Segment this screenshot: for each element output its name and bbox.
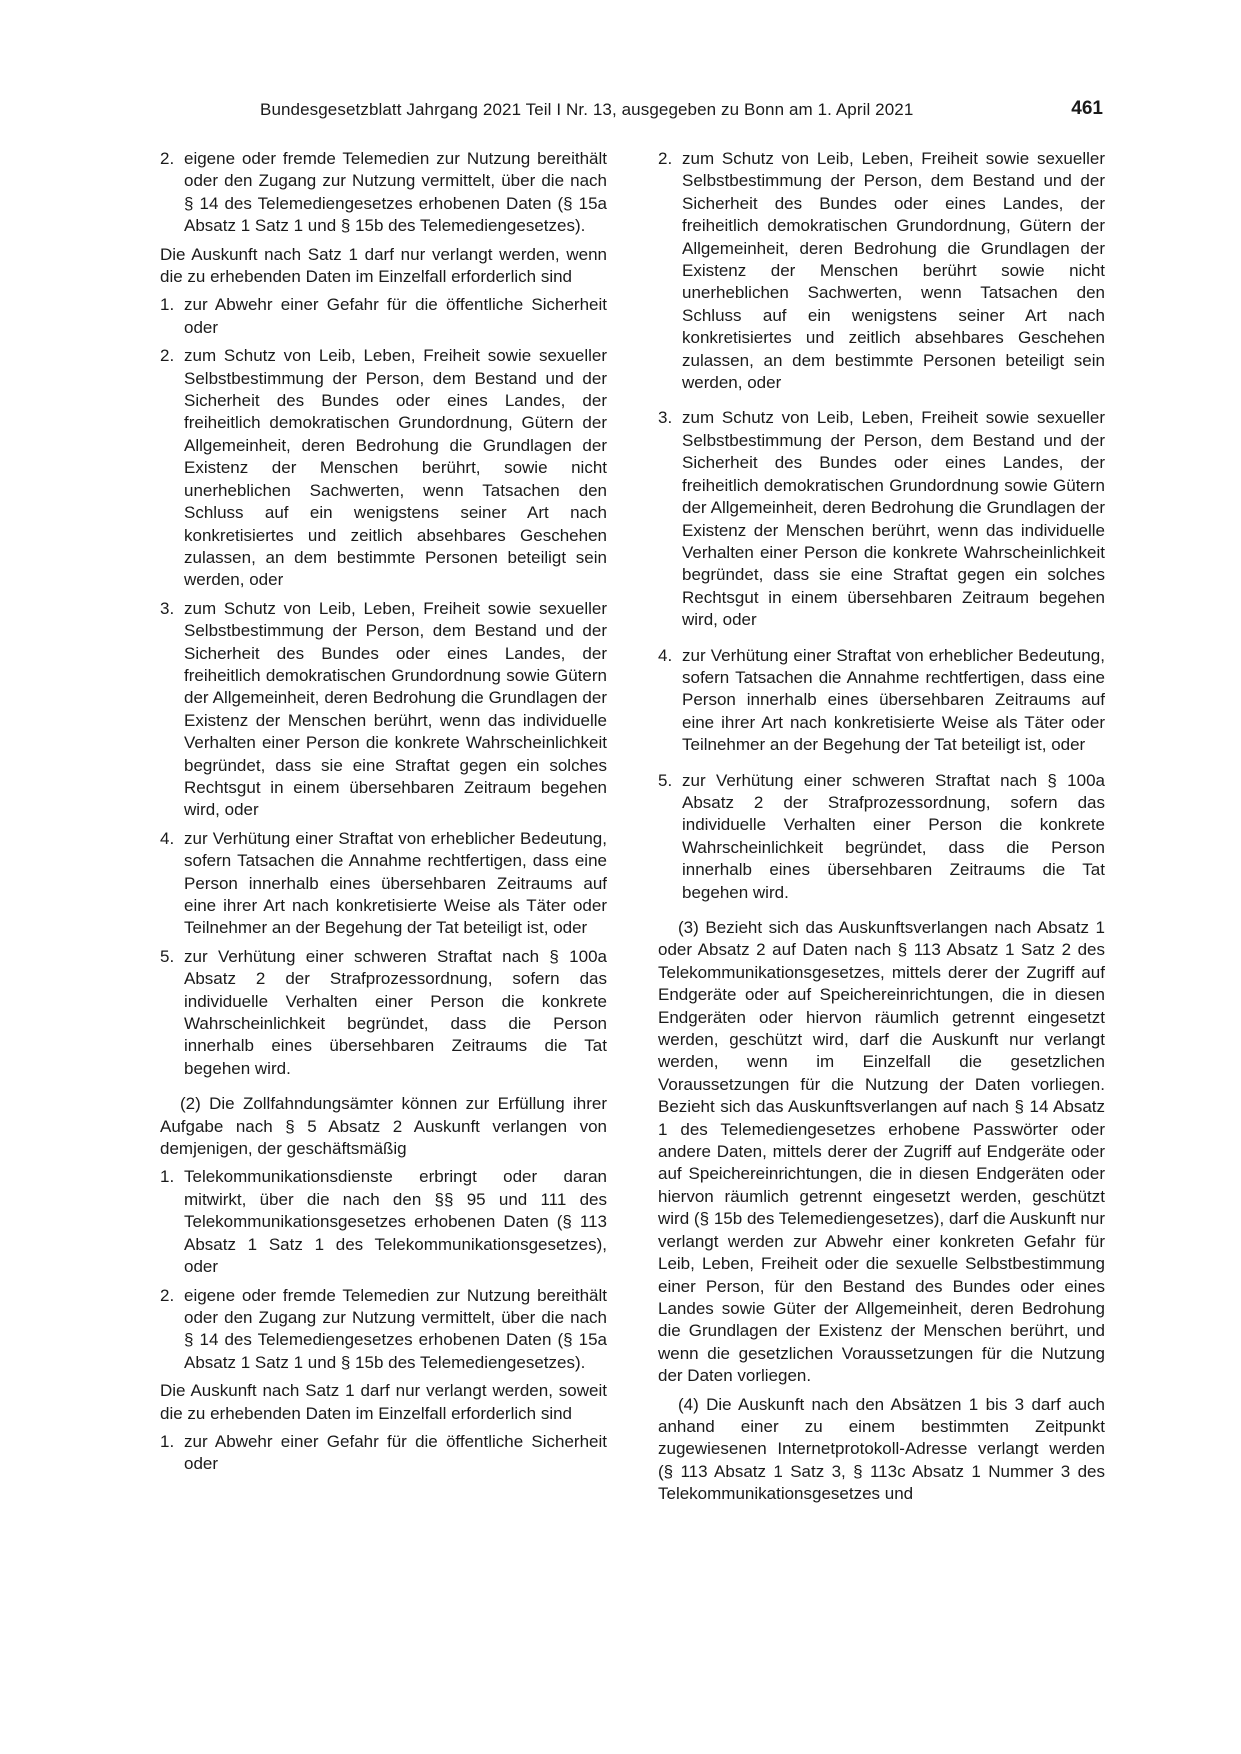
list-text: zum Schutz von Leib, Leben, Freiheit sowie sexueller Selbstbestimmung der Person, dem Bestand und der Sicherheit des Bundes oder eines Landes, der freiheitlich demokratischen Grundordnung, Gütern der Allgemeinheit, deren Bedrohung die Grundlagen der Existenz der Menschen berührt, sowie nicht unerheblichen Sachwerten, wenn Tatsachen den Schluss auf ein wenigstens seiner Art nach konkretisiertes und zeitlich absehbares Geschehen zulassen, an dem bestimmte Personen beteiligt sein werden, oder: [184, 346, 607, 590]
list-number: 2.: [160, 149, 175, 168]
list-number: 1.: [160, 295, 175, 315]
list-number: 4.: [658, 645, 673, 665]
section-paragraph: (3) Bezieht sich das Auskunftsverlangen nach Absatz 1 oder Absatz 2 auf Daten nach § 113 Absatz 1 Satz 2 des Telekommunikationsgesetzes, mittels derer der Zugriff auf Endgeräte oder auf Speichereinrichtungen, die in diesen Endgeräten oder hiervon räumlich getrennt eingesetzt werden, geschützt wird, darf die Auskunft nur verlangt werden, wenn im Einzelfall die gesetzlichen Voraussetzungen für die Nutzung der Daten vorliegen. Bezieht sich das Auskunftsverlangen auf nach § 14 Absatz 1 des Telemediengesetzes erhobene Passwörter oder andere Daten, mittels derer der Zugriff auf Endgeräte oder auf Speichereinrichtungen, die in diesen Endgeräten oder hiervon räumlich getrennt eingesetzt werden, geschützt wird (§ 15b des Telemediengesetzes), darf die Auskunft nur verlangt werden zur Abwehr einer konkreten Gefahr für Leib, Leben, Freiheit oder die sexuelle Selbstbestimmung einer Person, für den Bestand des Bundes oder eines Landes sowie Güter der Allgemeinheit, deren Bedrohung die Grundlagen der Existenz der Menschen berührt, und wenn die gesetzlichen Voraussetzungen für die Nutzung der Daten vorliegen.: [658, 918, 1105, 1386]
list-text: zur Verhütung einer Straftat von erheblicher Bedeutung, sofern Tatsachen die Annahme rechtfertigen, dass eine Person innerhalb eines übersehbaren Zeitraums auf eine ihrer Art nach konkretisierte Weise als Täter oder Teilnehmer an der Begehung der Tat beteiligt ist, oder: [682, 645, 1105, 755]
list-number: 1.: [160, 1167, 175, 1187]
list-text: eigene oder fremde Telemedien zur Nutzung bereithält oder den Zugang zur Nutzung vermittelt, über die nach § 14 des Telemediengesetzes erhobenen Daten (§ 15a Absatz 1 Satz 1 und § 15b des Telemediengesetzes).: [184, 1285, 607, 1372]
list-number: 3.: [658, 408, 673, 428]
page-number: 461: [1071, 98, 1103, 119]
list-text: zur Abwehr einer Gefahr für die öffentliche Sicherheit oder: [184, 295, 607, 337]
list-item: [160, 345, 607, 591]
list-number: 5.: [160, 946, 175, 966]
left-column: [160, 148, 607, 1482]
list-item: [160, 598, 607, 822]
list-text: zum Schutz von Leib, Leben, Freiheit sowie sexueller Selbstbestimmung der Person, dem Bestand und der Sicherheit des Bundes oder eines Landes, der freiheitlich demokratischen Grundordnung sowie Gütern der Allgemeinheit, deren Bedrohung die Grundlagen der Existenz der Menschen berührt, wenn das individuelle Verhalten einer Person die konkrete Wahrscheinlichkeit begründet, dass sie eine Straftat gegen ein solches Rechtsgut in einem übersehbaren Zeitraum begehen wird, oder: [682, 408, 1105, 630]
list-item: [160, 828, 607, 940]
list-number: 2.: [160, 1285, 175, 1305]
list-number: 4.: [160, 828, 175, 848]
list-text: zur Verhütung einer schweren Straftat nach § 100a Absatz 2 der Strafprozessordnung, sofern das individuelle Verhalten einer Person die konkrete Wahrscheinlichkeit begründet, dass die Person innerhalb eines übersehbaren Zeitraums die Tat begehen wird.: [682, 770, 1105, 902]
paragraph: Die Auskunft nach Satz 1 darf nur verlangt werden, wenn die zu erhebenden Daten im Einzelfall erforderlich sind: [160, 244, 607, 287]
list-item: [160, 946, 607, 1080]
section-paragraph: (4) Die Auskunft nach den Absätzen 1 bis 3 darf auch anhand einer zu einem bestimmten Zeitpunkt zugewiesenen Internetprotokoll-Adresse verlangt werden (§ 113 Absatz 1 Satz 3, § 113c Absatz 1 Nummer 3 des Telekommunikationsgesetzes und: [658, 1394, 1105, 1504]
list-text: zur Abwehr einer Gefahr für die öffentliche Sicherheit oder: [184, 1431, 607, 1474]
list-item: [160, 294, 607, 339]
list-text: Telekommunikationsdienste erbringt oder daran mitwirkt, über die nach den §§ 95 und 111 des Telekommunikationsgesetzes erhobenen Daten (§ 113 Absatz 1 Satz 1 des Telekommunikationsgesetzes), oder: [184, 1167, 607, 1277]
list-item: [160, 1285, 607, 1375]
list-item: [160, 1166, 607, 1278]
list-number: 1.: [160, 1431, 175, 1451]
header-title: Bundesgesetzblatt Jahrgang 2021 Teil I Nr. 13, ausgegeben zu Bonn am 1. April 2021: [260, 100, 914, 119]
list-text: zur Verhütung einer schweren Straftat nach § 100a Absatz 2 der Strafprozessordnung, sofern das individuelle Verhalten einer Person die konkrete Wahrscheinlichkeit begründet, dass die Person innerhalb eines übersehbaren Zeitraums die Tat begehen wird.: [184, 946, 607, 1078]
list-number: 2.: [160, 346, 175, 366]
list-number: 5.: [658, 770, 673, 790]
section-paragraph: (2) Die Zollfahndungsämter können zur Erfüllung ihrer Aufgabe nach § 5 Absatz 2 Auskunft verlangen von demjenigen, der geschäftsmäßig: [160, 1094, 607, 1159]
list-item: [658, 645, 1105, 757]
list-text: zum Schutz von Leib, Leben, Freiheit sowie sexueller Selbstbestimmung der Person, dem Bestand und der Sicherheit des Bundes oder eines Landes, der freiheitlich demokratischen Grundordnung, Gütern der Allgemeinheit, deren Bedrohung die Grundlagen der Existenz der Menschen berührt sowie nicht unerheblichen Sachwerten, wenn Tatsachen den Schluss auf ein wenigstens seiner Art nach konkretisiertes und zeitlich absehbares Geschehen zulassen, an dem bestimmte Personen beteiligt sein werden, oder: [682, 149, 1105, 393]
list-number: 2.: [658, 149, 673, 168]
list-item: [160, 148, 607, 238]
list-item: [658, 407, 1105, 631]
list-text: zur Verhütung einer Straftat von erheblicher Bedeutung, sofern Tatsachen die Annahme rechtfertigen, dass eine Person innerhalb eines übersehbaren Zeitraums auf eine ihrer Art nach konkretisierte Weise als Täter oder Teilnehmer an der Begehung der Tat beteiligt ist, oder: [184, 828, 607, 938]
list-item: [658, 770, 1105, 904]
page-header: [160, 100, 1103, 124]
list-text: zum Schutz von Leib, Leben, Freiheit sowie sexueller Selbstbestimmung der Person, dem Bestand und der Sicherheit des Bundes oder eines Landes, der freiheitlich demokratischen Grundordnung sowie Gütern der Allgemeinheit, deren Bedrohung die Grundlagen der Existenz der Menschen berührt, wenn das individuelle Verhalten einer Person die konkrete Wahrscheinlichkeit begründet, dass sie eine Straftat gegen ein solches Rechtsgut in einem übersehbaren Zeitraum begehen wird, oder: [184, 598, 607, 820]
list-item: [658, 148, 1105, 394]
list-text: eigene oder fremde Telemedien zur Nutzung bereithält oder den Zugang zur Nutzung vermittelt, über die nach § 14 des Telemediengesetzes erhobenen Daten (§ 15a Absatz 1 Satz 1 und § 15b des Telemediengesetzes).: [184, 149, 607, 236]
right-column: [658, 148, 1105, 1512]
list-item: [160, 1431, 607, 1476]
paragraph: Die Auskunft nach Satz 1 darf nur verlangt werden, soweit die zu erhebenden Daten im Einzelfall erforderlich sind: [160, 1381, 607, 1423]
list-number: 3.: [160, 598, 175, 618]
